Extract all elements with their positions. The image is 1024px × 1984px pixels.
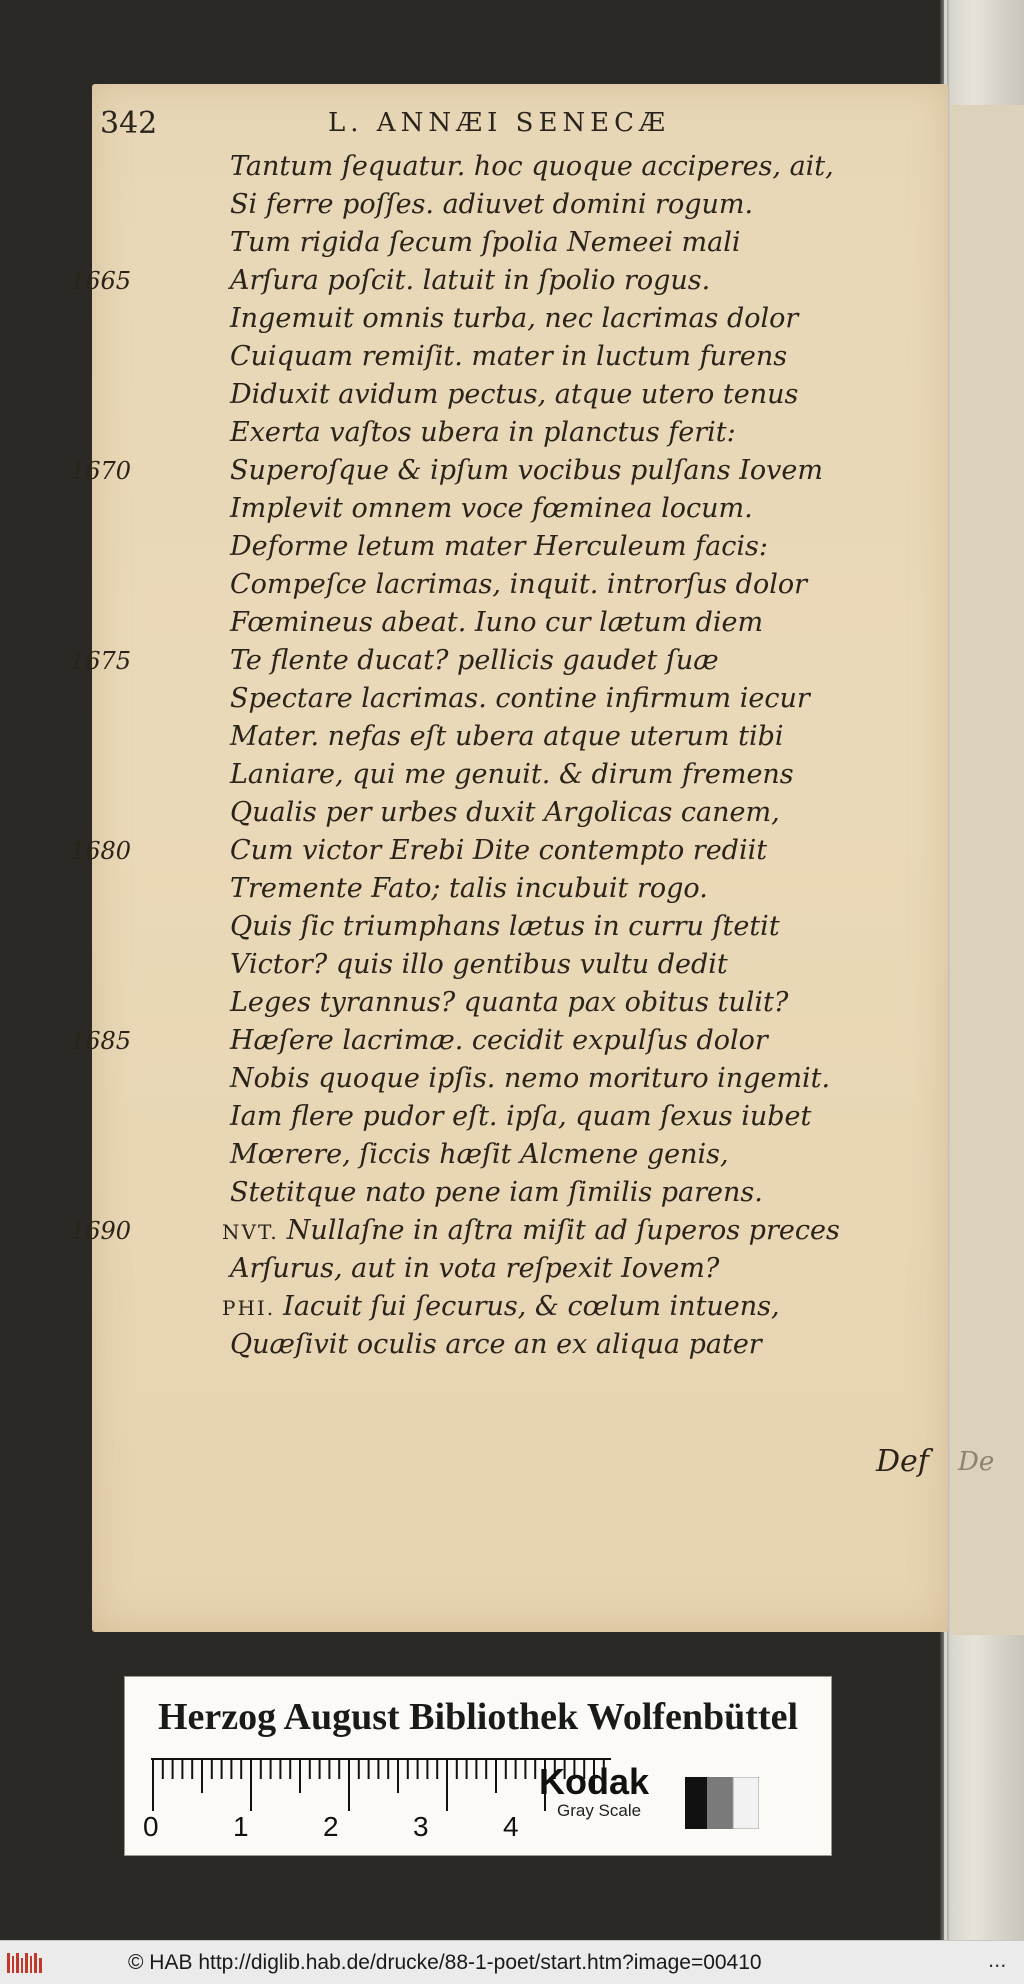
- line-number: 1675: [70, 647, 132, 675]
- line-content: [222, 452, 823, 491]
- ruler-digit-0: 0: [143, 1811, 159, 1842]
- line-text: Ingemuit omnis turba, nec lacrimas dolor: [230, 303, 799, 334]
- verse-line: [70, 566, 850, 604]
- verse-line: [70, 262, 850, 300]
- verse-line: [70, 1022, 850, 1060]
- verse-line: [70, 1060, 850, 1098]
- more-menu-icon[interactable]: ...: [988, 1947, 1007, 1972]
- kodak-logo-text: Kodak: [539, 1761, 650, 1802]
- footer-bar: [0, 1940, 1024, 1984]
- line-text: Tantum ſequatur. hoc quoque acciperes, ait,: [230, 151, 834, 182]
- verse-line: [70, 338, 850, 376]
- line-content: [222, 224, 741, 263]
- line-content: [222, 832, 767, 871]
- line-content: [222, 1326, 762, 1365]
- line-content: [222, 718, 784, 757]
- verse-text: [70, 148, 850, 1364]
- verse-line: [70, 604, 850, 642]
- line-content: [222, 528, 768, 567]
- verse-line: [70, 490, 850, 528]
- verse-line: [70, 414, 850, 452]
- verse-line: [70, 528, 850, 566]
- line-number: 1670: [70, 457, 132, 485]
- library-name: Herzog August Bibliothek Wolfenbüttel: [157, 1696, 799, 1738]
- ruler-ticks: [153, 1759, 604, 1811]
- verse-line: [70, 1288, 850, 1326]
- catchword: Def: [876, 1444, 929, 1479]
- line-text: Diduxit avidum pectus, atque utero tenus: [230, 379, 799, 410]
- line-text: Cuiquam remiſit. mater in luctum furens: [230, 341, 788, 372]
- line-text: Si ferre poſſes. adiuvet domini rogum.: [230, 189, 754, 220]
- verse-line: [70, 908, 850, 946]
- ruler-digit-4: 4: [503, 1811, 519, 1842]
- line-content: [222, 1022, 768, 1061]
- facing-page-catchword: De: [958, 1447, 995, 1477]
- line-number: 1680: [70, 837, 132, 865]
- verse-line: [70, 1098, 850, 1136]
- line-text: Spectare lacrimas. contine infirmum iecur: [230, 683, 810, 714]
- line-number: 1665: [70, 267, 132, 295]
- line-text: Iacuit ſui ſecurus, & cœlum intuens,: [283, 1291, 780, 1322]
- line-content: [222, 756, 794, 795]
- speaker-label: NVT.: [222, 1220, 279, 1244]
- line-text: Arſurus, aut in vota reſpexit Iovem?: [230, 1253, 720, 1284]
- line-content: [222, 1288, 780, 1327]
- line-text: Exerta vaſtos ubera in planctus ferit:: [230, 417, 736, 448]
- facing-page-edge: [950, 105, 1024, 1635]
- line-content: [222, 870, 708, 909]
- line-text: Superoſque & ipſum vocibus pulſans Iovem: [230, 455, 823, 486]
- line-text: Cum victor Erebi Dite contempto rediit: [230, 835, 768, 866]
- verse-line: [70, 946, 850, 984]
- verse-line: [70, 1174, 850, 1212]
- ruler-digit-2: 2: [323, 1811, 339, 1842]
- speaker-label: PHI.: [222, 1296, 276, 1320]
- verse-line: [70, 794, 850, 832]
- line-text: Stetitque nato pene iam ſimilis parens.: [230, 1177, 763, 1208]
- verse-line: [70, 300, 850, 338]
- verse-line: [70, 224, 850, 262]
- gray-scale-patches: [685, 1777, 759, 1829]
- line-text: Quæſivit oculis arce an ex aliqua pater: [230, 1329, 762, 1360]
- line-content: [222, 414, 736, 453]
- line-content: [222, 376, 798, 415]
- line-content: [222, 1098, 811, 1137]
- verse-line: [70, 148, 850, 186]
- line-content: [222, 1174, 763, 1213]
- verse-line: [70, 1326, 850, 1364]
- line-text: Qualis per urbes duxit Argolicas canem,: [230, 797, 780, 828]
- line-content: [222, 794, 780, 833]
- line-text: Leges tyrannus? quanta pax obitus tulit?: [230, 987, 789, 1018]
- verse-line: [70, 832, 850, 870]
- line-content: [222, 1212, 840, 1251]
- line-text: Quis ſic triumphans lætus in curru ſtetit: [230, 911, 780, 942]
- line-text: Te flente ducat? pellicis gaudet ſuæ: [230, 645, 719, 676]
- line-content: [222, 908, 780, 947]
- line-content: [222, 262, 710, 301]
- line-content: [222, 300, 798, 339]
- line-content: [222, 566, 807, 605]
- line-text: Laniare, qui me genuit. & dirum fremens: [230, 759, 794, 790]
- page-number: 342: [100, 106, 158, 141]
- verse-line: [70, 984, 850, 1022]
- line-content: [222, 1060, 830, 1099]
- verse-line: [70, 870, 850, 908]
- line-text: Nobis quoque ipſis. nemo morituro ingemit.: [230, 1063, 831, 1094]
- line-content: [222, 338, 787, 377]
- line-text: Nullaſne in aſtra miſit ad ſuperos preces: [286, 1215, 840, 1246]
- line-text: Deforme letum mater Herculeum facis:: [230, 531, 768, 562]
- verse-line: [70, 680, 850, 718]
- line-content: [222, 148, 834, 187]
- line-text: Hæſere lacrimæ. cecidit expulſus dolor: [230, 1025, 768, 1056]
- verse-line: [70, 1250, 850, 1288]
- line-content: [222, 642, 719, 681]
- line-text: Victor? quis illo gentibus vultu dedit: [230, 949, 728, 980]
- line-text: Mater. nefas eſt ubera atque uterum tibi: [230, 721, 784, 752]
- line-content: [222, 680, 810, 719]
- verse-line: [70, 186, 850, 224]
- line-text: Compeſce lacrimas, inquit. introrſus dolor: [230, 569, 808, 600]
- page-header: [100, 106, 800, 154]
- color-calibration-card: [124, 1676, 832, 1856]
- ruler-digit-1: 1: [233, 1811, 249, 1842]
- line-content: [222, 1136, 729, 1175]
- verse-line: [70, 452, 850, 490]
- line-text: Arſura poſcit. latuit in ſpolio rogus.: [230, 265, 711, 296]
- line-content: [222, 604, 763, 643]
- line-text: Fœmineus abeat. Iuno cur lætum diem: [230, 607, 764, 638]
- verse-line: [70, 718, 850, 756]
- line-text: Tremente Fato; talis incubuit rogo.: [230, 873, 708, 904]
- line-text: Iam flere pudor eſt. ipſa, quam ſexus iubet: [230, 1101, 812, 1132]
- copyright-link[interactable]: © HAB http://diglib.hab.de/drucke/88-1-poet/start.htm?image=00410: [128, 1951, 762, 1974]
- line-content: [222, 946, 728, 985]
- verse-line: [70, 1212, 850, 1250]
- verse-line: [70, 642, 850, 680]
- line-number: 1690: [70, 1217, 132, 1245]
- line-text: Mœrere, ſiccis hæſit Alcmene genis,: [230, 1139, 729, 1170]
- line-content: [222, 984, 788, 1023]
- line-content: [222, 186, 753, 225]
- line-content: [222, 490, 753, 529]
- line-text: Tum rigida ſecum ſpolia Nemeei mali: [230, 227, 741, 258]
- hab-barcode-icon: [6, 1950, 44, 1976]
- gray-scale-label: Gray Scale: [557, 1801, 642, 1820]
- verse-line: [70, 756, 850, 794]
- verse-line: [70, 1136, 850, 1174]
- line-text: Implevit omnem voce fœminea locum.: [230, 493, 753, 524]
- line-content: [222, 1250, 719, 1289]
- verse-line: [70, 376, 850, 414]
- running-head: L. ANNÆI SENECÆ: [328, 108, 671, 138]
- line-number: 1685: [70, 1027, 132, 1055]
- ruler-digit-3: 3: [413, 1811, 429, 1842]
